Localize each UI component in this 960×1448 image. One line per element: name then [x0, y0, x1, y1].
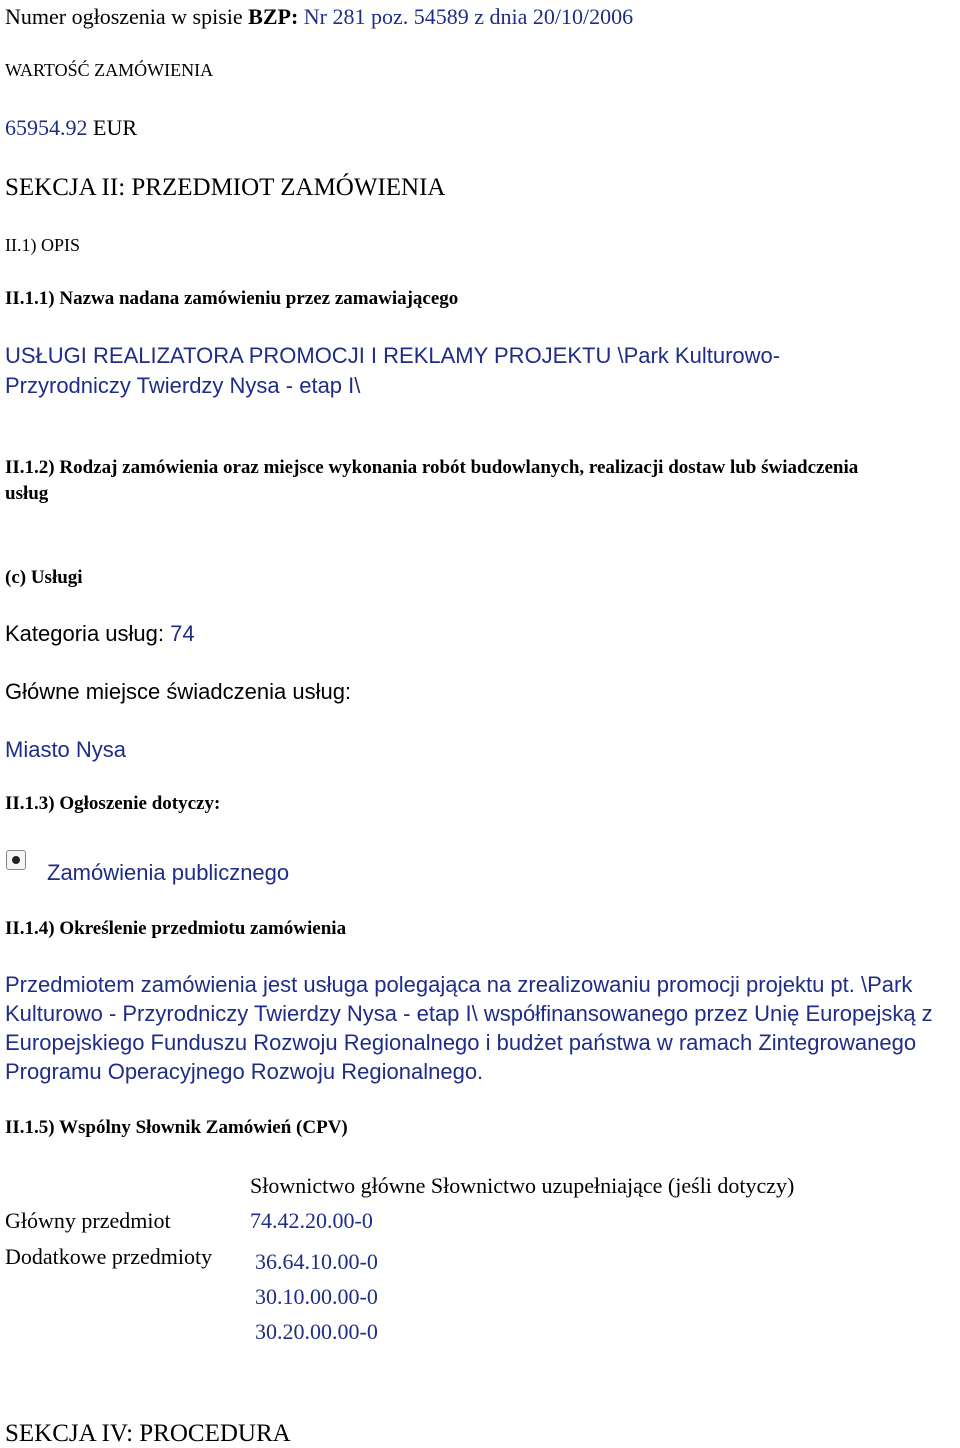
contract-value-amount: 65954.92	[5, 115, 88, 140]
kategoria-value: 74	[170, 621, 195, 646]
miejsce-label: Główne miejsce świadczenia usług:	[5, 679, 352, 704]
s113-heading: II.1.3) Ogłoszenie dotyczy:	[5, 793, 221, 814]
announcement-label: Numer ogłoszenia w spisie	[5, 4, 243, 29]
s114-value: Przedmiotem zamówienia jest usługa polegająca na zrealizowaniu promocji projektu pt. \Park Kulturowo - Przyrodniczy Twierdzy Nysa - etap I\ współfinansowanego przez Unię Europejską z Europejskiego Funduszu Rozwoju Regionalnego i budżet państwa w ramach Zintegrowanego Programu Operacyjnego Rozwoju Regionalnego.	[5, 972, 933, 1084]
s111-value-line2: Przyrodniczy Twierdzy Nysa - etap I\	[5, 373, 361, 398]
announcement-number: Nr 281 poz. 54589 z dnia 20/10/2006	[303, 4, 634, 29]
kategoria-line	[5, 621, 195, 647]
s112-type: (c) Usługi	[5, 567, 83, 588]
cpv-col-main: Słownictwo główne	[250, 1173, 426, 1198]
s112-heading-line2: usług	[5, 483, 49, 504]
s115-heading: II.1.5) Wspólny Słownik Zamówień (CPV)	[5, 1117, 348, 1138]
s114-heading: II.1.4) Określenie przedmiotu zamówienia	[5, 918, 347, 939]
cpv-main-code: 74.42.20.00-0	[250, 1208, 373, 1233]
value-heading: WARTOŚĆ ZAMÓWIENIA	[5, 60, 214, 80]
kategoria-label: Kategoria usług:	[5, 621, 164, 646]
contract-value	[5, 115, 137, 141]
cpv-main-label: Główny przedmiot	[5, 1208, 171, 1233]
cpv-column-headers	[250, 1173, 794, 1199]
cpv-extra-label: Dodatkowe przedmioty	[5, 1244, 213, 1269]
cpv-extra-code: 36.64.10.00-0	[255, 1249, 378, 1274]
section-2-title: SEKCJA II: PRZEDMIOT ZAMÓWIENIA	[5, 174, 446, 201]
s112-heading-line1: II.1.2) Rodzaj zamówienia oraz miejsce wykonania robót budowlanych, realizacji dostaw lub świadczenia	[5, 457, 859, 478]
section-4-title: SEKCJA IV: PROCEDURA	[5, 1420, 291, 1447]
bzp-label: BZP:	[248, 4, 299, 29]
cpv-extra-code: 30.10.00.00-0	[255, 1284, 378, 1309]
opis-heading: II.1) OPIS	[5, 235, 80, 255]
announcement-number-line	[5, 4, 633, 30]
radio-selected-icon[interactable]	[6, 850, 26, 870]
s113-value: Zamówienia publicznego	[47, 860, 290, 885]
cpv-col-extra: Słownictwo uzupełniające (jeśli dotyczy)	[430, 1173, 795, 1198]
s111-value-line1: USŁUGI REALIZATORA PROMOCJI I REKLAMY PROJEKTU \Park Kulturowo-	[5, 343, 781, 368]
cpv-extra-code: 30.20.00.00-0	[255, 1319, 378, 1344]
s111-heading: II.1.1) Nazwa nadana zamówieniu przez zamawiającego	[5, 288, 459, 309]
miejsce-value: Miasto Nysa	[5, 737, 127, 762]
contract-value-currency: EUR	[93, 115, 137, 140]
